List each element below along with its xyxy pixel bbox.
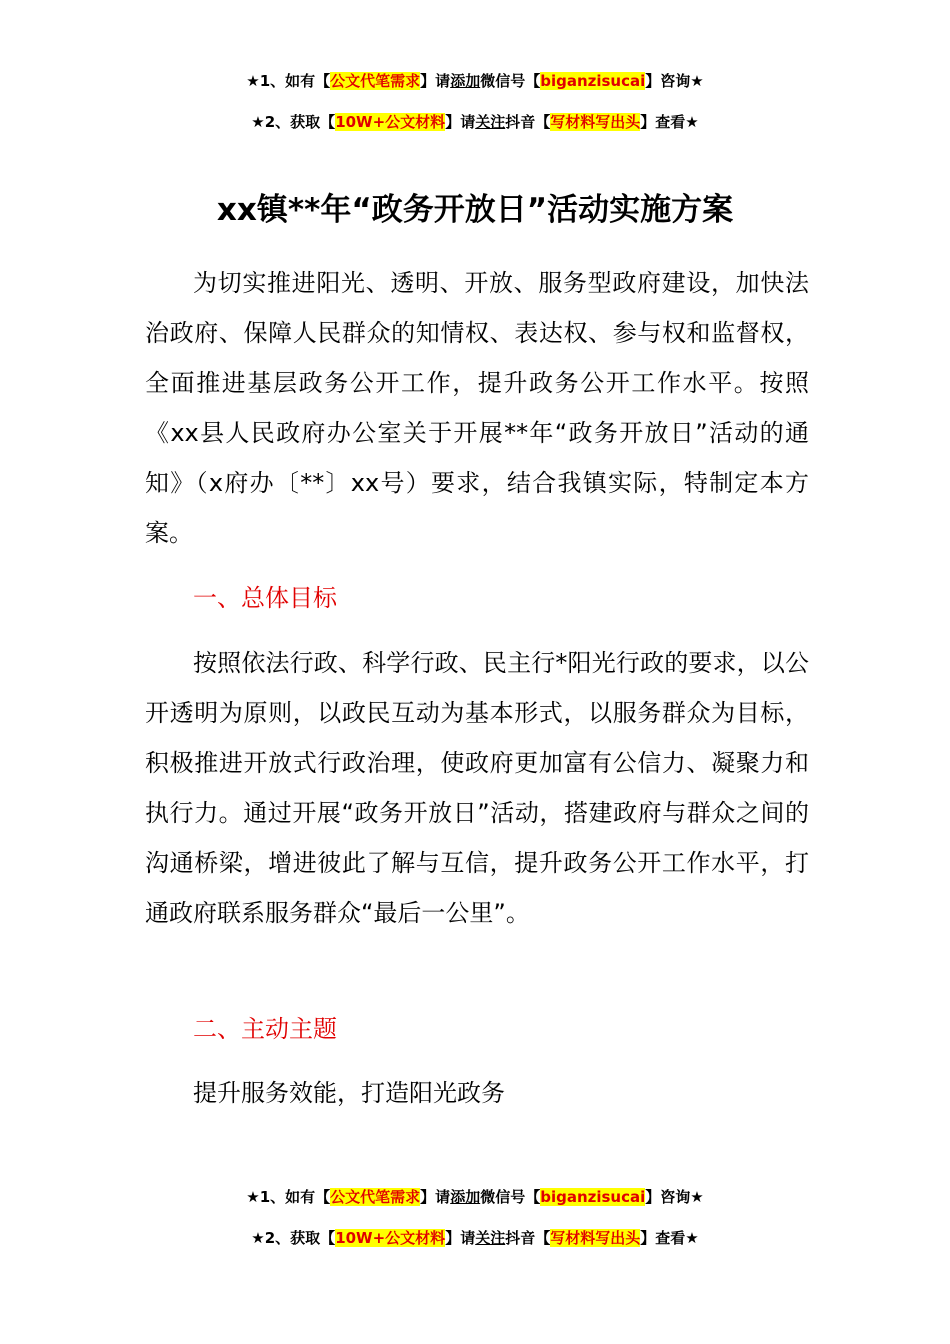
banner-underline: 关注 (475, 1229, 506, 1247)
banner-text: 】请 (445, 1229, 476, 1247)
intro-paragraph: 为切实推进阳光、透明、开放、服务型政府建设，加快法治政府、保障人民群众的知情权、表达权、参与权和监督权，全面推进基层政务公开工作，提升政务公开工作水平。按照《xx县人民政府办公室关于开展**年“政务开放日”活动的通知》（x府办〔**〕xx号）要求，结合我镇实际，特制定本方案。 (145, 269, 809, 547)
banner-text: 】查看★ (640, 113, 699, 131)
wechat-id-highlight: biganzisucai (540, 1188, 646, 1206)
banner-text: 】查看★ (640, 1229, 699, 1247)
banner-underline: 添加 (450, 1188, 481, 1206)
bottom-banner-line-1 (0, 1186, 950, 1208)
banner-text: 】咨询★ (645, 72, 704, 90)
banner-highlight: 公文代笔需求 (330, 1188, 421, 1206)
banner-text: 抖音【 (505, 1229, 551, 1247)
section-1-paragraph: 按照依法行政、科学行政、民主行*阳光行政的要求，以公开透明为原则，以政民互动为基本形式，以服务群众为目标，积极推进开放式行政治理，使政府更加富有公信力、凝聚力和执行力。通过开展“政务开放日”活动，搭建政府与群众之间的沟通桥梁，增进彼此了解与互信，提升政务公开工作水平，打通政府联系服务群众“最后一公里”。 (145, 649, 809, 927)
banner-highlight: 公文代笔需求 (330, 72, 421, 90)
section-2-heading: 二、主动主题 (193, 1015, 337, 1043)
banner-text: ★1、如有【 (246, 72, 331, 90)
douyin-id-highlight: 写材料写出头 (550, 113, 641, 131)
banner-text: 微信号【 (480, 1188, 541, 1206)
banner-underline: 添加 (450, 72, 481, 90)
banner-text: ★1、如有【 (246, 1188, 331, 1206)
wechat-id-highlight: biganzisucai (540, 72, 646, 90)
top-banner-line-2 (0, 111, 950, 133)
bottom-banner-line-2 (0, 1227, 950, 1249)
banner-highlight: 10W+公文材料 (335, 1229, 446, 1247)
douyin-id-highlight: 写材料写出头 (550, 1229, 641, 1247)
banner-underline: 关注 (475, 113, 506, 131)
banner-text: ★2、获取【 (251, 113, 336, 131)
banner-text: 抖音【 (505, 113, 551, 131)
banner-text: 】请 (420, 72, 451, 90)
section-1-heading: 一、总体目标 (193, 584, 337, 612)
banner-text: 微信号【 (480, 72, 541, 90)
banner-text: 】请 (420, 1188, 451, 1206)
banner-highlight: 10W+公文材料 (335, 113, 446, 131)
banner-text: 】请 (445, 113, 476, 131)
top-banner-line-1 (0, 70, 950, 92)
section-2-paragraph: 提升服务效能，打造阳光政务 (193, 1079, 505, 1107)
banner-text: ★2、获取【 (251, 1229, 336, 1247)
banner-text: 】咨询★ (645, 1188, 704, 1206)
document-title: xx镇**年“政务开放日”活动实施方案 (216, 192, 734, 228)
